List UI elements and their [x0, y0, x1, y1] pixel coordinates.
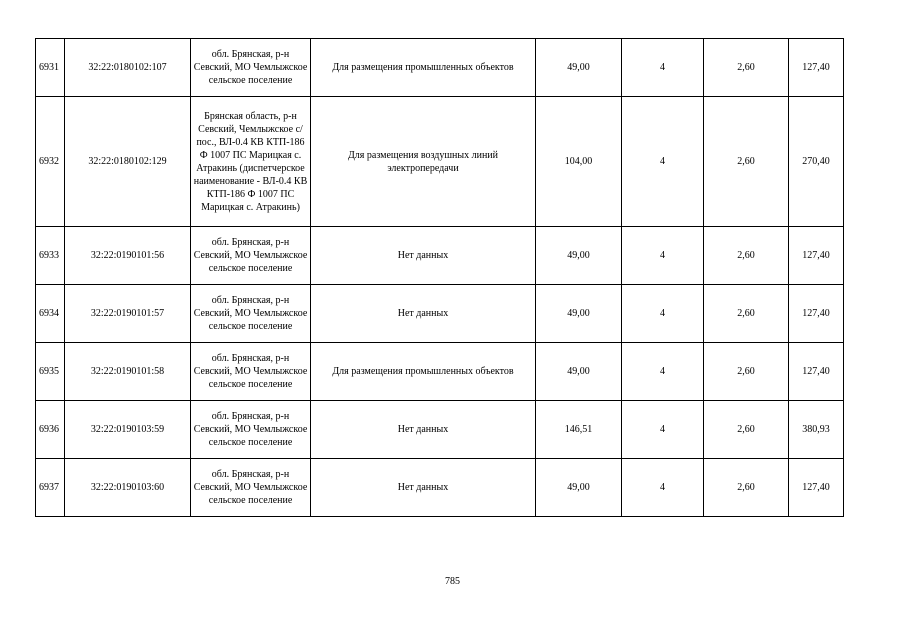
- count-cell: 4: [622, 343, 704, 401]
- purpose-cell: Для размещения промышленных объектов: [311, 39, 536, 97]
- rate-cell: 2,60: [704, 459, 789, 517]
- cadastral-number-cell: 32:22:0190101:56: [65, 227, 191, 285]
- purpose-cell: Для размещения воздушных линий электропередачи: [311, 97, 536, 227]
- area-cell: 49,00: [536, 227, 622, 285]
- address-cell: обл. Брянская, р-н Севский, МО Чемлыжское сельское поселение: [191, 343, 311, 401]
- table-row: [36, 285, 844, 343]
- row-number-cell: 6936: [36, 401, 65, 459]
- page-number: 785: [445, 576, 460, 587]
- area-cell: 49,00: [536, 39, 622, 97]
- table-row: [36, 459, 844, 517]
- amount-cell: 127,40: [789, 459, 844, 517]
- row-number-cell: 6932: [36, 97, 65, 227]
- count-cell: 4: [622, 459, 704, 517]
- address-cell: обл. Брянская, р-н Севский, МО Чемлыжское сельское поселение: [191, 227, 311, 285]
- area-cell: 49,00: [536, 285, 622, 343]
- amount-cell: 127,40: [789, 343, 844, 401]
- row-number-cell: 6933: [36, 227, 65, 285]
- area-cell: 49,00: [536, 459, 622, 517]
- row-number-cell: 6931: [36, 39, 65, 97]
- rate-cell: 2,60: [704, 285, 789, 343]
- purpose-cell: Нет данных: [311, 401, 536, 459]
- table-row: [36, 401, 844, 459]
- table-row: [36, 343, 844, 401]
- count-cell: 4: [622, 285, 704, 343]
- address-cell: обл. Брянская, р-н Севский, МО Чемлыжское сельское поселение: [191, 459, 311, 517]
- amount-cell: 127,40: [789, 227, 844, 285]
- area-cell: 104,00: [536, 97, 622, 227]
- rate-cell: 2,60: [704, 97, 789, 227]
- count-cell: 4: [622, 97, 704, 227]
- land-plots-table: [35, 38, 844, 517]
- amount-cell: 127,40: [789, 39, 844, 97]
- amount-cell: 380,93: [789, 401, 844, 459]
- address-cell: обл. Брянская, р-н Севский, МО Чемлыжское сельское поселение: [191, 401, 311, 459]
- row-number-cell: 6935: [36, 343, 65, 401]
- rate-cell: 2,60: [704, 401, 789, 459]
- count-cell: 4: [622, 401, 704, 459]
- rate-cell: 2,60: [704, 343, 789, 401]
- table-row: [36, 227, 844, 285]
- purpose-cell: Нет данных: [311, 459, 536, 517]
- count-cell: 4: [622, 39, 704, 97]
- row-number-cell: 6937: [36, 459, 65, 517]
- rate-cell: 2,60: [704, 39, 789, 97]
- amount-cell: 270,40: [789, 97, 844, 227]
- area-cell: 146,51: [536, 401, 622, 459]
- cadastral-number-cell: 32:22:0180102:129: [65, 97, 191, 227]
- cadastral-number-cell: 32:22:0180102:107: [65, 39, 191, 97]
- cadastral-number-cell: 32:22:0190101:58: [65, 343, 191, 401]
- table-row: [36, 97, 844, 227]
- area-cell: 49,00: [536, 343, 622, 401]
- row-number-cell: 6934: [36, 285, 65, 343]
- rate-cell: 2,60: [704, 227, 789, 285]
- address-cell: обл. Брянская, р-н Севский, МО Чемлыжское сельское поселение: [191, 39, 311, 97]
- cadastral-number-cell: 32:22:0190103:60: [65, 459, 191, 517]
- address-cell: Брянская область, р-н Севский, Чемлыжское с/пос., ВЛ-0.4 КВ КТП-186 Ф 1007 ПС Марицкая с. Атракинь (диспетчерское наименование - ВЛ-0.4 КВ КТП-186 Ф 1007 ПС Марицкая с. Атракинь): [191, 97, 311, 227]
- amount-cell: 127,40: [789, 285, 844, 343]
- count-cell: 4: [622, 227, 704, 285]
- purpose-cell: Нет данных: [311, 227, 536, 285]
- address-cell: обл. Брянская, р-н Севский, МО Чемлыжское сельское поселение: [191, 285, 311, 343]
- table-row: [36, 39, 844, 97]
- purpose-cell: Для размещения промышленных объектов: [311, 343, 536, 401]
- cadastral-number-cell: 32:22:0190101:57: [65, 285, 191, 343]
- purpose-cell: Нет данных: [311, 285, 536, 343]
- cadastral-number-cell: 32:22:0190103:59: [65, 401, 191, 459]
